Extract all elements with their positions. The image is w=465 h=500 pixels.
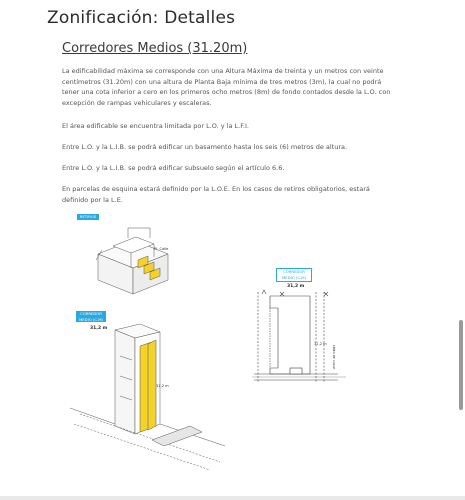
paragraph-2: El área edificable se encuentra limitada por L.O. y la L.F.I. [62, 122, 249, 130]
corredor-tag-right [276, 268, 312, 282]
retiros-diagram [88, 224, 178, 304]
corredor-tag-left-line1: CORREDOR [80, 311, 102, 316]
paragraph-4: Entre L.O. y la L.I.B. se podrá edificar subsuelo según el artículo 6.6. [62, 164, 285, 172]
axis-label-right: 31,2 m [314, 342, 327, 346]
corredor-tag-right-line2: MEDIO (C.M) [281, 274, 306, 280]
section-diagram [250, 288, 350, 388]
height-label-right: 31,2 m [287, 284, 305, 289]
section-title: Corredores Medios (31.20m) [62, 41, 248, 56]
corredor-tag-left-line2: MEDIO (C.M) [78, 316, 103, 322]
retiros-tag: RETIROS [77, 214, 99, 220]
bottom-scroll-track [0, 496, 465, 500]
side-label-right: LÍNEA DE CALLE [332, 345, 336, 370]
paragraph-1: La edificabilidad máxima se corresponde con una Altura Máxima de treinta y un metros con veinte centímetros (31.20m) con una altura de Planta Baja mínima de tres metros (3m), la cual no podrá tener una cota inferior a cero en los primeros ocho metros (8m) de fondo contados desde la L.O. con excepción de rampas vehiculares y escaleras. [62, 67, 391, 107]
axis-label-left: 31,2 m [156, 384, 169, 388]
paragraph-3: Entre L.O. y la L.I.B. se podrá edificar un basamento hasta los seis (6) metros de altura. [62, 143, 348, 151]
corredor-axonometric-diagram [60, 316, 230, 476]
paragraph-5: En parcelas de esquina estará definido por la L.O.E. En los casos de retiros obligatorios, estará definido por la L.E. [62, 185, 370, 204]
retiros-label: Pl. Calle [154, 247, 169, 251]
page-title: Zonificación: Detalles [47, 8, 236, 28]
height-label-left: 31,2 m [90, 326, 108, 331]
corredor-tag-right-line1: CORREDOR [283, 269, 305, 274]
scrollbar-thumb[interactable] [459, 320, 463, 410]
